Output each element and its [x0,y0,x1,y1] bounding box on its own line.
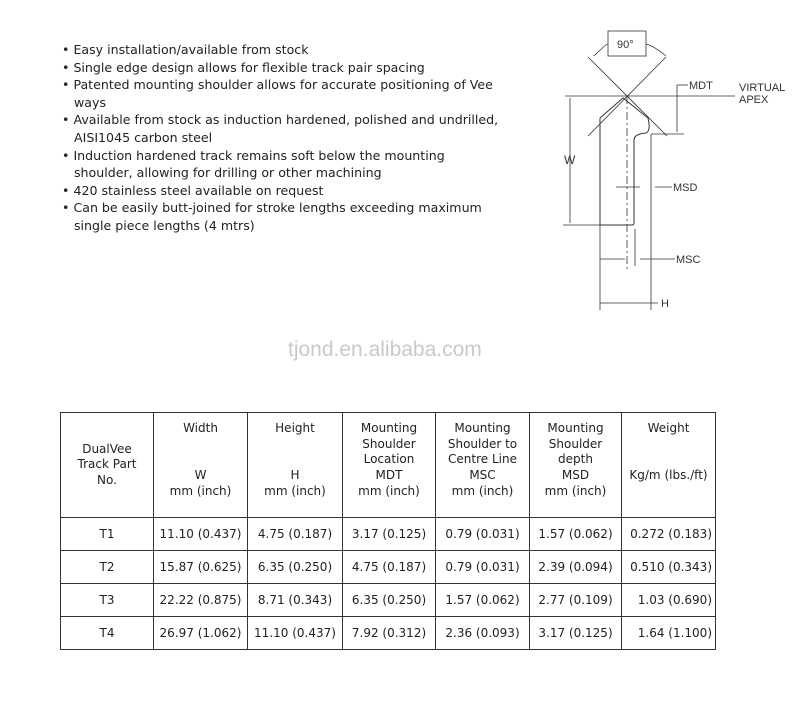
msd-label: MSD [673,182,698,194]
table-row [61,617,716,650]
table-cell: 2.39 (0.094) [530,551,622,584]
column-header [622,413,716,518]
feature-item: • Easy installation/available from stock [62,41,502,59]
table-cell: 26.97 (1.062) [154,617,248,650]
msc-label: MSC [676,254,701,266]
table-cell: 0.79 (0.031) [436,518,530,551]
feature-item: • Single edge design allows for flexible track pair spacing [62,59,502,77]
column-header [248,413,343,518]
specs-table [60,412,716,650]
feature-item: • Induction hardened track remains soft below the mounting shoulder, allowing for drilling or other machining [62,147,502,182]
header-title: Width [183,421,218,435]
header-title: Mounting Shoulder depth [547,421,604,466]
table-cell: T4 [61,617,154,650]
track-profile-diagram [0,0,806,330]
column-header [436,413,530,518]
header-unit: mm (inch) [451,483,514,498]
table-cell: 0.272 (0.183) [622,518,716,551]
header-unit: mm (inch) [264,483,326,498]
feature-item: • 420 stainless steel available on request [62,182,502,200]
column-header [154,413,248,518]
feature-item: • Can be easily butt-joined for stroke lengths exceeding maximum single piece lengths (4 mtrs) [62,199,502,234]
table-cell: 8.71 (0.343) [248,584,343,617]
table-cell: 4.75 (0.187) [343,551,436,584]
column-header [343,413,436,518]
header-row [61,413,716,518]
table-cell: 2.36 (0.093) [436,617,530,650]
table-cell: 0.79 (0.031) [436,551,530,584]
header-unit: mm (inch) [358,483,420,498]
h-label: H [661,298,669,310]
table-cell: 6.35 (0.250) [248,551,343,584]
table-cell: 1.57 (0.062) [530,518,622,551]
w-label: W [564,153,576,167]
table-cell: T3 [61,584,154,617]
header-unit: Kg/m (lbs./ft) [629,468,708,482]
table-cell: 2.77 (0.109) [530,584,622,617]
table-cell: 1.57 (0.062) [436,584,530,617]
table-row [61,584,716,617]
header-unit: mm (inch) [169,483,232,498]
feature-item: • Available from stock as induction hardened, polished and undrilled, AISI1045 carbon steel [62,111,502,146]
watermark: tjond.en.alibaba.com [288,338,482,361]
header-title: Height [275,421,315,435]
table-cell: 11.10 (0.437) [154,518,248,551]
table-cell: 22.22 (0.875) [154,584,248,617]
header-symbol: MDT [375,468,403,482]
table-cell: 1.03 (0.690) [622,584,716,617]
header-unit: mm (inch) [544,483,607,498]
angle-label: 90° [617,39,634,51]
table-cell: 6.35 (0.250) [343,584,436,617]
header-title: Weight [647,421,690,435]
table-cell: 3.17 (0.125) [530,617,622,650]
column-header [530,413,622,518]
header-title: Mounting Shoulder Location [360,421,418,466]
header-symbol: MSC [469,468,496,482]
table-row [61,551,716,584]
table-cell: T2 [61,551,154,584]
mdt-label: MDT [689,80,713,92]
table-cell: 3.17 (0.125) [343,518,436,551]
header-symbol: MSD [561,468,590,482]
header-title: Mounting Shoulder to Centre Line [447,421,518,466]
feature-item: • Patented mounting shoulder allows for accurate positioning of Vee ways [62,76,502,111]
table-cell: 7.92 (0.312) [343,617,436,650]
track-profile [600,98,649,225]
virtual-label: VIRTUAL [739,82,786,94]
header-symbol: W [194,468,207,482]
header-symbol: H [290,468,300,482]
table-cell: T1 [61,518,154,551]
table-cell: 4.75 (0.187) [248,518,343,551]
apex-label: APEX [739,94,769,106]
table-row [61,518,716,551]
table-cell: 0.510 (0.343) [622,551,716,584]
table-cell: 11.10 (0.437) [248,617,343,650]
column-header [61,413,154,518]
table-cell: 15.87 (0.625) [154,551,248,584]
header-text: DualVee Track Part No. [77,441,137,487]
table-cell: 1.64 (1.100) [622,617,716,650]
